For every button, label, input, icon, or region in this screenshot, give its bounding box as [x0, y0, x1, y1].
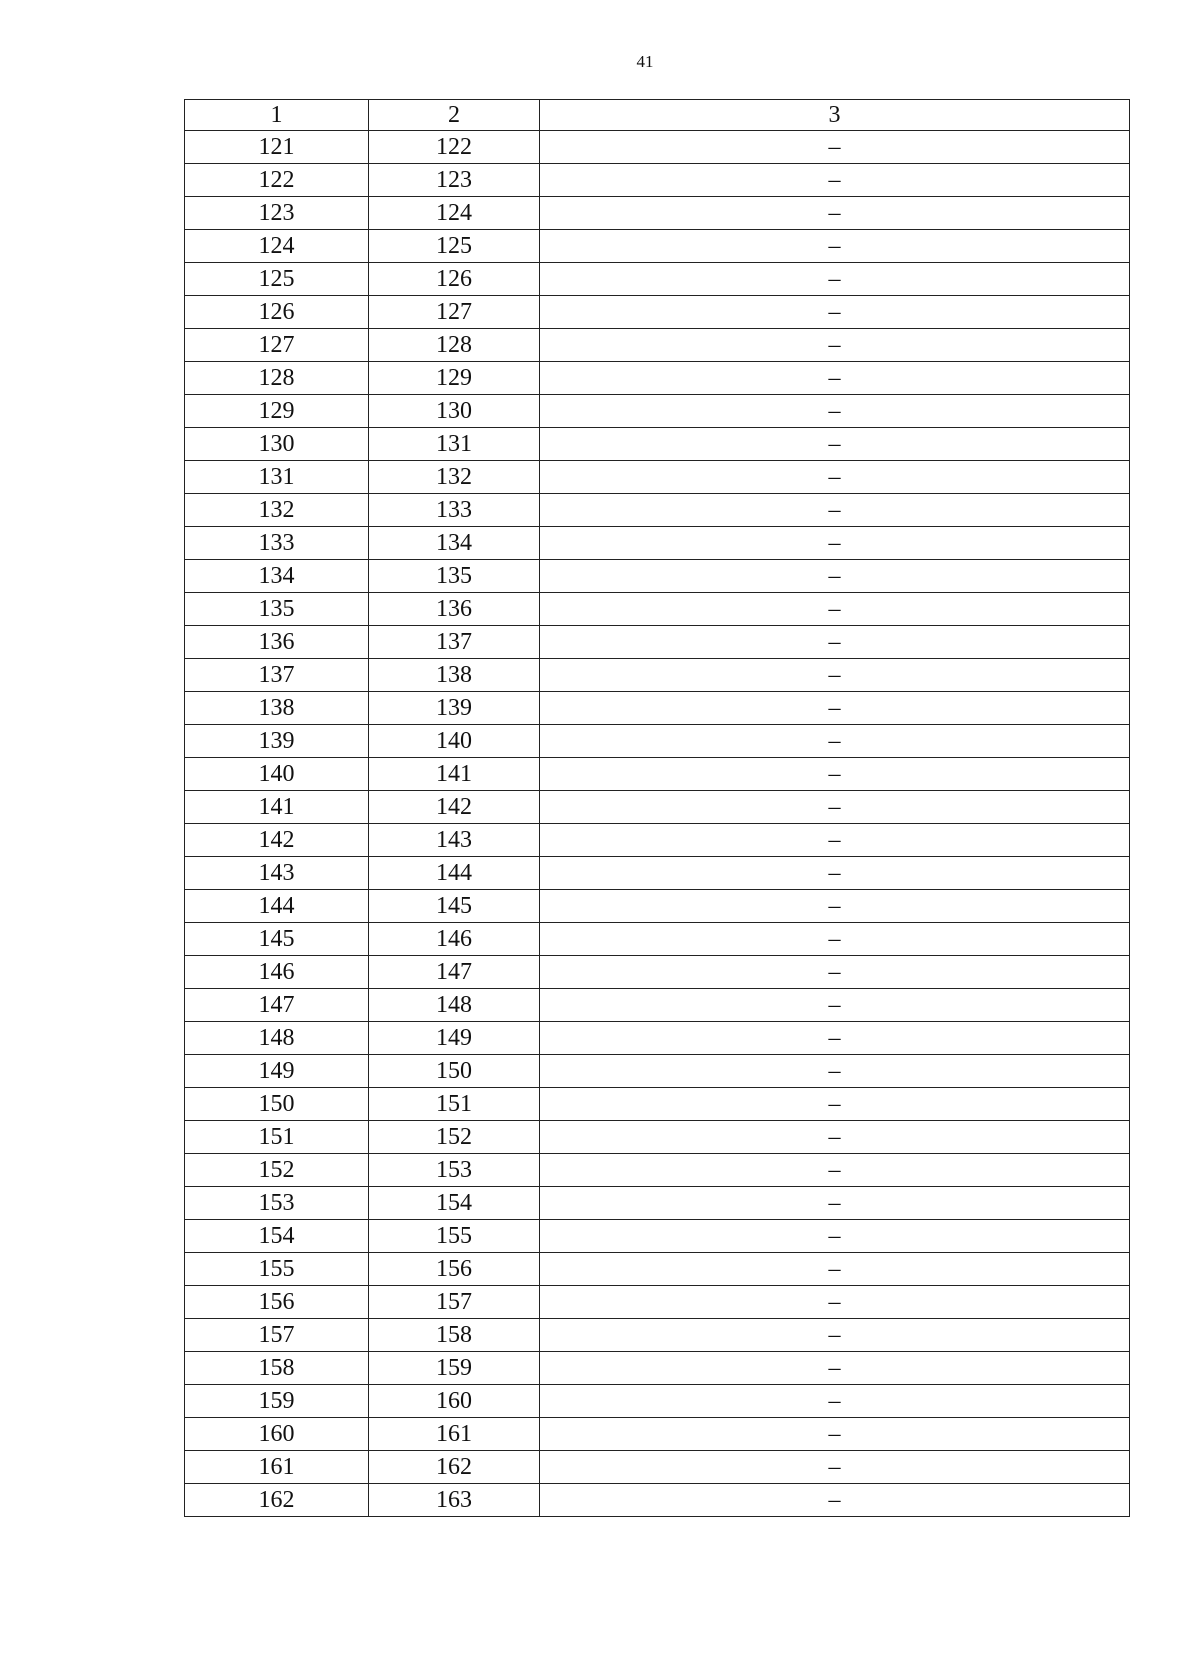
- table-row: [185, 1187, 1130, 1220]
- table-cell-col-3: –: [540, 626, 1130, 659]
- table-header-row: [185, 100, 1130, 131]
- table-cell-col-3: –: [540, 989, 1130, 1022]
- table-cell-col-2: 155: [369, 1220, 540, 1253]
- table-cell-col-2: 133: [369, 494, 540, 527]
- table-cell-col-2: 148: [369, 989, 540, 1022]
- table-row: [185, 263, 1130, 296]
- table-cell-col-3: –: [540, 1253, 1130, 1286]
- table-cell-col-2: 129: [369, 362, 540, 395]
- table-cell-col-2: 125: [369, 230, 540, 263]
- table-cell-col-1: 122: [185, 164, 369, 197]
- table-cell-col-2: 143: [369, 824, 540, 857]
- table-cell-col-3: –: [540, 1385, 1130, 1418]
- table-cell-col-2: 142: [369, 791, 540, 824]
- table-cell-col-2: 132: [369, 461, 540, 494]
- table-cell-col-3: –: [540, 263, 1130, 296]
- table-row: [185, 659, 1130, 692]
- table-row: [185, 1418, 1130, 1451]
- table-cell-col-3: –: [540, 1418, 1130, 1451]
- table-row: [185, 1385, 1130, 1418]
- table-cell-col-1: 137: [185, 659, 369, 692]
- table-row: [185, 1055, 1130, 1088]
- table-cell-col-1: 147: [185, 989, 369, 1022]
- table-row: [185, 362, 1130, 395]
- table-cell-col-3: –: [540, 1121, 1130, 1154]
- table-cell-col-3: –: [540, 1187, 1130, 1220]
- table-cell-col-2: 156: [369, 1253, 540, 1286]
- table-cell-col-2: 136: [369, 593, 540, 626]
- table-cell-col-3: –: [540, 197, 1130, 230]
- table-cell-col-3: –: [540, 725, 1130, 758]
- table-row: [185, 824, 1130, 857]
- table-cell-col-2: 127: [369, 296, 540, 329]
- table-cell-col-2: 153: [369, 1154, 540, 1187]
- table-cell-col-2: 150: [369, 1055, 540, 1088]
- table-row: [185, 1286, 1130, 1319]
- table-cell-col-2: 137: [369, 626, 540, 659]
- table-cell-col-1: 158: [185, 1352, 369, 1385]
- table-row: [185, 131, 1130, 164]
- table-cell-col-1: 153: [185, 1187, 369, 1220]
- table-cell-col-1: 145: [185, 923, 369, 956]
- table-cell-col-1: 156: [185, 1286, 369, 1319]
- table-cell-col-2: 149: [369, 1022, 540, 1055]
- table-cell-col-1: 148: [185, 1022, 369, 1055]
- table-cell-col-3: –: [540, 758, 1130, 791]
- table-cell-col-1: 154: [185, 1220, 369, 1253]
- table-cell-col-3: –: [540, 824, 1130, 857]
- table-cell-col-3: –: [540, 890, 1130, 923]
- table-cell-col-2: 157: [369, 1286, 540, 1319]
- table-cell-col-1: 159: [185, 1385, 369, 1418]
- table-cell-col-1: 134: [185, 560, 369, 593]
- table-row: [185, 857, 1130, 890]
- table-cell-col-2: 159: [369, 1352, 540, 1385]
- table-cell-col-1: 136: [185, 626, 369, 659]
- table-cell-col-3: –: [540, 1484, 1130, 1517]
- table-row: [185, 1484, 1130, 1517]
- table-cell-col-1: 127: [185, 329, 369, 362]
- table-cell-col-3: –: [540, 362, 1130, 395]
- table-row: [185, 758, 1130, 791]
- table-cell-col-2: 126: [369, 263, 540, 296]
- table-cell-col-2: 139: [369, 692, 540, 725]
- table-cell-col-3: –: [540, 131, 1130, 164]
- table-cell-col-1: 135: [185, 593, 369, 626]
- table-cell-col-1: 142: [185, 824, 369, 857]
- table-cell-col-3: –: [540, 428, 1130, 461]
- table-cell-col-1: 150: [185, 1088, 369, 1121]
- table-cell-col-3: –: [540, 692, 1130, 725]
- table-cell-col-3: –: [540, 1319, 1130, 1352]
- table-cell-col-3: –: [540, 791, 1130, 824]
- table-row: [185, 593, 1130, 626]
- table-cell-col-3: –: [540, 230, 1130, 263]
- table-row: [185, 923, 1130, 956]
- table-cell-col-1: 133: [185, 527, 369, 560]
- data-table: [184, 99, 1130, 1517]
- table-cell-col-2: 152: [369, 1121, 540, 1154]
- table-cell-col-3: –: [540, 527, 1130, 560]
- table-cell-col-3: –: [540, 923, 1130, 956]
- table-cell-col-3: –: [540, 1451, 1130, 1484]
- table-cell-col-1: 139: [185, 725, 369, 758]
- table-cell-col-3: –: [540, 1022, 1130, 1055]
- table-cell-col-1: 126: [185, 296, 369, 329]
- table-cell-col-2: 145: [369, 890, 540, 923]
- table-cell-col-1: 138: [185, 692, 369, 725]
- table-cell-col-3: –: [540, 461, 1130, 494]
- table-cell-col-1: 123: [185, 197, 369, 230]
- table-cell-col-3: –: [540, 494, 1130, 527]
- column-header-3: 3: [540, 100, 1130, 131]
- table-cell-col-2: 128: [369, 329, 540, 362]
- table-cell-col-1: 124: [185, 230, 369, 263]
- table-row: [185, 692, 1130, 725]
- table-row: [185, 428, 1130, 461]
- table-cell-col-1: 141: [185, 791, 369, 824]
- table-cell-col-1: 140: [185, 758, 369, 791]
- table-cell-col-1: 146: [185, 956, 369, 989]
- table-cell-col-1: 131: [185, 461, 369, 494]
- table-cell-col-2: 158: [369, 1319, 540, 1352]
- table-cell-col-2: 146: [369, 923, 540, 956]
- table-row: [185, 1220, 1130, 1253]
- table-cell-col-1: 152: [185, 1154, 369, 1187]
- table-row: [185, 725, 1130, 758]
- table-cell-col-2: 160: [369, 1385, 540, 1418]
- table-cell-col-2: 161: [369, 1418, 540, 1451]
- table-row: [185, 395, 1130, 428]
- table-row: [185, 956, 1130, 989]
- table-cell-col-2: 140: [369, 725, 540, 758]
- table-cell-col-3: –: [540, 857, 1130, 890]
- table-row: [185, 626, 1130, 659]
- table-cell-col-3: –: [540, 593, 1130, 626]
- column-header-2: 2: [369, 100, 540, 131]
- table-row: [185, 296, 1130, 329]
- table-row: [185, 1451, 1130, 1484]
- table-cell-col-2: 124: [369, 197, 540, 230]
- table-row: [185, 560, 1130, 593]
- table-cell-col-2: 134: [369, 527, 540, 560]
- table-row: [185, 1121, 1130, 1154]
- table-row: [185, 329, 1130, 362]
- table-row: [185, 1154, 1130, 1187]
- table-cell-col-2: 144: [369, 857, 540, 890]
- table-cell-col-1: 162: [185, 1484, 369, 1517]
- table-cell-col-3: –: [540, 956, 1130, 989]
- table-row: [185, 230, 1130, 263]
- table-cell-col-3: –: [540, 296, 1130, 329]
- table-cell-col-1: 129: [185, 395, 369, 428]
- table-cell-col-2: 151: [369, 1088, 540, 1121]
- table-cell-col-3: –: [540, 1055, 1130, 1088]
- table-row: [185, 791, 1130, 824]
- table-cell-col-1: 132: [185, 494, 369, 527]
- table-cell-col-1: 144: [185, 890, 369, 923]
- table-cell-col-3: –: [540, 1286, 1130, 1319]
- table-cell-col-2: 122: [369, 131, 540, 164]
- table-cell-col-1: 155: [185, 1253, 369, 1286]
- table-cell-col-2: 141: [369, 758, 540, 791]
- table-cell-col-1: 157: [185, 1319, 369, 1352]
- table-cell-col-3: –: [540, 1220, 1130, 1253]
- table-cell-col-1: 161: [185, 1451, 369, 1484]
- table-row: [185, 890, 1130, 923]
- table-cell-col-2: 138: [369, 659, 540, 692]
- table-cell-col-1: 125: [185, 263, 369, 296]
- table-row: [185, 494, 1130, 527]
- table-body: [185, 131, 1130, 1517]
- table-cell-col-1: 160: [185, 1418, 369, 1451]
- table-row: [185, 1352, 1130, 1385]
- table-cell-col-3: –: [540, 164, 1130, 197]
- table-row: [185, 1022, 1130, 1055]
- column-header-1: 1: [185, 100, 369, 131]
- table-cell-col-2: 131: [369, 428, 540, 461]
- page-number: 41: [636, 52, 654, 71]
- table-cell-col-1: 143: [185, 857, 369, 890]
- table-cell-col-2: 163: [369, 1484, 540, 1517]
- table-cell-col-2: 154: [369, 1187, 540, 1220]
- table-row: [185, 1253, 1130, 1286]
- table-cell-col-3: –: [540, 560, 1130, 593]
- table-cell-col-2: 123: [369, 164, 540, 197]
- table-cell-col-1: 151: [185, 1121, 369, 1154]
- table-cell-col-2: 147: [369, 956, 540, 989]
- table-cell-col-3: –: [540, 329, 1130, 362]
- table-cell-col-1: 128: [185, 362, 369, 395]
- table-cell-col-3: –: [540, 1352, 1130, 1385]
- table-row: [185, 164, 1130, 197]
- table-cell-col-3: –: [540, 659, 1130, 692]
- table-cell-col-3: –: [540, 395, 1130, 428]
- table-row: [185, 197, 1130, 230]
- table-cell-col-1: 121: [185, 131, 369, 164]
- table-cell-col-1: 149: [185, 1055, 369, 1088]
- table-cell-col-3: –: [540, 1154, 1130, 1187]
- table-cell-col-2: 130: [369, 395, 540, 428]
- table-cell-col-3: –: [540, 1088, 1130, 1121]
- table-cell-col-2: 135: [369, 560, 540, 593]
- table-row: [185, 461, 1130, 494]
- table-row: [185, 1088, 1130, 1121]
- table-cell-col-1: 130: [185, 428, 369, 461]
- table-row: [185, 1319, 1130, 1352]
- table-cell-col-2: 162: [369, 1451, 540, 1484]
- table-row: [185, 989, 1130, 1022]
- table-row: [185, 527, 1130, 560]
